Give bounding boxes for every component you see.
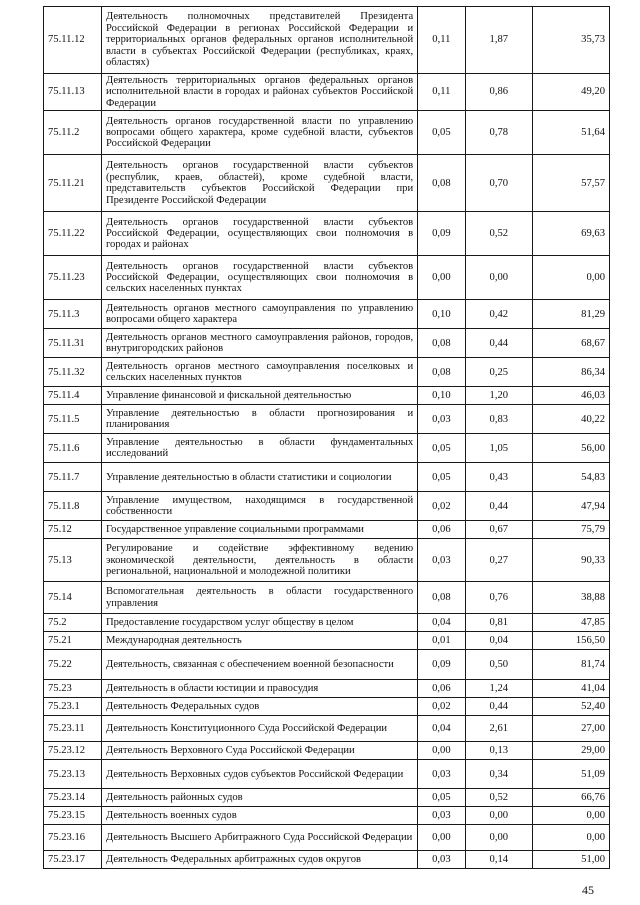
row-code: 75.11.22 — [44, 212, 102, 256]
table-row — [44, 716, 610, 742]
row-value-1: 0,05 — [418, 789, 465, 807]
row-value-1: 0,11 — [418, 7, 465, 74]
row-value-1: 0,08 — [418, 329, 465, 358]
row-code: 75.11.21 — [44, 155, 102, 212]
row-name: Деятельность районных судов — [101, 789, 417, 807]
row-name: Управление имуществом, находящимся в государственной собственности — [101, 492, 417, 521]
row-name: Управление деятельностью в области фундаментальных исследований — [101, 434, 417, 463]
row-value-2: 1,05 — [465, 434, 532, 463]
row-name: Деятельность Федеральных судов — [101, 698, 417, 716]
row-value-1: 0,09 — [418, 650, 465, 680]
row-value-1: 0,05 — [418, 463, 465, 492]
row-value-1: 0,03 — [418, 405, 465, 434]
row-code: 75.11.7 — [44, 463, 102, 492]
row-value-2: 0,81 — [465, 614, 532, 632]
row-code: 75.11.6 — [44, 434, 102, 463]
table-row — [44, 155, 610, 212]
table-row — [44, 614, 610, 632]
row-value-3: 90,33 — [533, 539, 610, 582]
row-value-1: 0,09 — [418, 212, 465, 256]
row-value-3: 47,94 — [533, 492, 610, 521]
table-row — [44, 650, 610, 680]
table-row — [44, 492, 610, 521]
row-name: Деятельность органов местного самоуправления районов, городов, внутригородских районов — [101, 329, 417, 358]
row-value-3: 46,03 — [533, 387, 610, 405]
table-row — [44, 582, 610, 614]
row-value-3: 57,57 — [533, 155, 610, 212]
row-name: Деятельность Федеральных арбитражных судов округов — [101, 851, 417, 869]
row-value-3: 69,63 — [533, 212, 610, 256]
table-row — [44, 632, 610, 650]
table-row — [44, 212, 610, 256]
row-name: Деятельность территориальных органов федеральных органов исполнительной власти в городах и районах субъектов Российской Федерации — [101, 74, 417, 111]
row-value-3: 27,00 — [533, 716, 610, 742]
row-value-2: 0,25 — [465, 358, 532, 387]
row-value-1: 0,00 — [418, 742, 465, 760]
table-row — [44, 539, 610, 582]
row-value-2: 0,52 — [465, 212, 532, 256]
row-value-1: 0,03 — [418, 760, 465, 789]
row-value-1: 0,04 — [418, 716, 465, 742]
row-value-2: 0,27 — [465, 539, 532, 582]
row-name: Деятельность органов местного самоуправления по управлению вопросами общего характера — [101, 300, 417, 329]
row-name: Деятельность органов местного самоуправления поселковых и сельских населенных пунктов — [101, 358, 417, 387]
row-name: Деятельность, связанная с обеспечением военной безопасности — [101, 650, 417, 680]
row-code: 75.11.13 — [44, 74, 102, 111]
row-value-3: 86,34 — [533, 358, 610, 387]
row-value-3: 41,04 — [533, 680, 610, 698]
row-code: 75.23 — [44, 680, 102, 698]
row-value-2: 0,67 — [465, 521, 532, 539]
row-code: 75.2 — [44, 614, 102, 632]
activity-table — [43, 6, 610, 869]
table-row — [44, 698, 610, 716]
row-code: 75.23.13 — [44, 760, 102, 789]
row-value-3: 47,85 — [533, 614, 610, 632]
row-code: 75.23.14 — [44, 789, 102, 807]
row-value-2: 2,61 — [465, 716, 532, 742]
row-value-3: 54,83 — [533, 463, 610, 492]
row-value-1: 0,00 — [418, 825, 465, 851]
row-value-2: 0,52 — [465, 789, 532, 807]
row-value-2: 0,44 — [465, 329, 532, 358]
row-value-3: 81,29 — [533, 300, 610, 329]
row-code: 75.11.3 — [44, 300, 102, 329]
row-value-1: 0,08 — [418, 582, 465, 614]
row-name: Деятельность полномочных представителей Президента Российской Федерации в регионах Российской Федерации и территориальных органов федеральных органов исполнительной власти в субъектах Российской Федерации (республиках, краях, областях) — [101, 7, 417, 74]
row-value-3: 49,20 — [533, 74, 610, 111]
row-value-1: 0,05 — [418, 111, 465, 155]
row-value-1: 0,00 — [418, 256, 465, 300]
row-code: 75.23.16 — [44, 825, 102, 851]
row-value-2: 0,34 — [465, 760, 532, 789]
row-value-3: 0,00 — [533, 807, 610, 825]
row-value-2: 0,14 — [465, 851, 532, 869]
table-row — [44, 680, 610, 698]
row-code: 75.11.23 — [44, 256, 102, 300]
row-value-3: 0,00 — [533, 825, 610, 851]
row-code: 75.23.12 — [44, 742, 102, 760]
row-value-1: 0,03 — [418, 539, 465, 582]
row-value-3: 156,50 — [533, 632, 610, 650]
table-row — [44, 300, 610, 329]
row-code: 75.23.1 — [44, 698, 102, 716]
row-name: Управление деятельностью в области статистики и социологии — [101, 463, 417, 492]
row-value-3: 40,22 — [533, 405, 610, 434]
page-number: 45 — [582, 883, 594, 897]
row-value-2: 0,78 — [465, 111, 532, 155]
table-row — [44, 742, 610, 760]
row-value-3: 51,00 — [533, 851, 610, 869]
table-row — [44, 825, 610, 851]
row-value-1: 0,01 — [418, 632, 465, 650]
row-value-2: 0,44 — [465, 492, 532, 521]
table-row — [44, 434, 610, 463]
row-name: Управление деятельностью в области прогнозирования и планирования — [101, 405, 417, 434]
row-code: 75.11.5 — [44, 405, 102, 434]
row-name: Деятельность в области юстиции и правосудия — [101, 680, 417, 698]
table-row — [44, 387, 610, 405]
row-code: 75.12 — [44, 521, 102, 539]
row-value-2: 0,76 — [465, 582, 532, 614]
row-value-3: 29,00 — [533, 742, 610, 760]
row-code: 75.22 — [44, 650, 102, 680]
row-value-3: 35,73 — [533, 7, 610, 74]
row-value-2: 0,70 — [465, 155, 532, 212]
row-value-2: 1,24 — [465, 680, 532, 698]
row-value-2: 0,43 — [465, 463, 532, 492]
row-code: 75.14 — [44, 582, 102, 614]
table-row — [44, 256, 610, 300]
row-name: Управление финансовой и фискальной деятельностью — [101, 387, 417, 405]
row-value-1: 0,02 — [418, 492, 465, 521]
row-value-1: 0,08 — [418, 358, 465, 387]
row-name: Деятельность органов государственной власти субъектов Российской Федерации, осуществляющих свои полномочия в сельских населенных пунктах — [101, 256, 417, 300]
row-value-3: 51,64 — [533, 111, 610, 155]
row-value-1: 0,11 — [418, 74, 465, 111]
row-value-3: 75,79 — [533, 521, 610, 539]
row-name: Деятельность Верховных судов субъектов Российской Федерации — [101, 760, 417, 789]
row-name: Деятельность Конституционного Суда Российской Федерации — [101, 716, 417, 742]
table-row — [44, 463, 610, 492]
row-code: 75.11.32 — [44, 358, 102, 387]
row-value-2: 0,42 — [465, 300, 532, 329]
row-value-1: 0,02 — [418, 698, 465, 716]
row-value-3: 68,67 — [533, 329, 610, 358]
row-value-1: 0,08 — [418, 155, 465, 212]
row-name: Деятельность Верховного Суда Российской Федерации — [101, 742, 417, 760]
row-name: Международная деятельность — [101, 632, 417, 650]
table-row — [44, 405, 610, 434]
row-name: Деятельность органов государственной власти по управлению вопросами общего характера, кроме судебной власти, субъектов Российской Федерации — [101, 111, 417, 155]
table-body — [44, 7, 610, 869]
row-code: 75.11.2 — [44, 111, 102, 155]
row-value-2: 0,00 — [465, 807, 532, 825]
row-name: Предоставление государством услуг обществу в целом — [101, 614, 417, 632]
row-code: 75.11.31 — [44, 329, 102, 358]
row-value-1: 0,05 — [418, 434, 465, 463]
row-name: Государственное управление социальными программами — [101, 521, 417, 539]
row-value-3: 81,74 — [533, 650, 610, 680]
row-name: Деятельность Высшего Арбитражного Суда Российской Федерации — [101, 825, 417, 851]
table-row — [44, 7, 610, 74]
row-value-1: 0,10 — [418, 300, 465, 329]
row-value-2: 0,13 — [465, 742, 532, 760]
row-value-2: 0,50 — [465, 650, 532, 680]
row-value-1: 0,03 — [418, 851, 465, 869]
row-value-2: 0,44 — [465, 698, 532, 716]
row-name: Регулирование и содействие эффективному ведению экономической деятельности, деятельность в области региональной, национальной и молодежной политики — [101, 539, 417, 582]
table-row — [44, 111, 610, 155]
row-value-3: 51,09 — [533, 760, 610, 789]
table-row — [44, 789, 610, 807]
row-value-3: 52,40 — [533, 698, 610, 716]
row-value-1: 0,04 — [418, 614, 465, 632]
row-value-1: 0,06 — [418, 680, 465, 698]
row-value-2: 1,20 — [465, 387, 532, 405]
row-value-1: 0,03 — [418, 807, 465, 825]
row-code: 75.11.8 — [44, 492, 102, 521]
table-row — [44, 760, 610, 789]
table-row — [44, 74, 610, 111]
row-value-2: 0,83 — [465, 405, 532, 434]
row-name: Деятельность органов государственной власти субъектов (республик, краев, областей), кроме судебной власти, представительств субъектов Российской Федерации при Президенте Российской Федерации — [101, 155, 417, 212]
table-row — [44, 807, 610, 825]
row-name: Деятельность военных судов — [101, 807, 417, 825]
row-code: 75.23.15 — [44, 807, 102, 825]
row-code: 75.23.17 — [44, 851, 102, 869]
row-name: Деятельность органов государственной власти субъектов Российской Федерации, осуществляющих свои полномочия в городах и районах — [101, 212, 417, 256]
row-value-1: 0,06 — [418, 521, 465, 539]
row-code: 75.23.11 — [44, 716, 102, 742]
row-value-3: 0,00 — [533, 256, 610, 300]
row-value-2: 0,04 — [465, 632, 532, 650]
table-row — [44, 521, 610, 539]
row-value-3: 66,76 — [533, 789, 610, 807]
row-value-1: 0,10 — [418, 387, 465, 405]
row-value-3: 56,00 — [533, 434, 610, 463]
row-value-3: 38,88 — [533, 582, 610, 614]
table-row — [44, 358, 610, 387]
row-code: 75.21 — [44, 632, 102, 650]
row-name: Вспомогательная деятельность в области государственного управления — [101, 582, 417, 614]
row-code: 75.11.12 — [44, 7, 102, 74]
table-row — [44, 329, 610, 358]
row-code: 75.13 — [44, 539, 102, 582]
row-value-2: 1,87 — [465, 7, 532, 74]
row-value-2: 0,00 — [465, 825, 532, 851]
row-value-2: 0,86 — [465, 74, 532, 111]
table-row — [44, 851, 610, 869]
row-code: 75.11.4 — [44, 387, 102, 405]
row-value-2: 0,00 — [465, 256, 532, 300]
